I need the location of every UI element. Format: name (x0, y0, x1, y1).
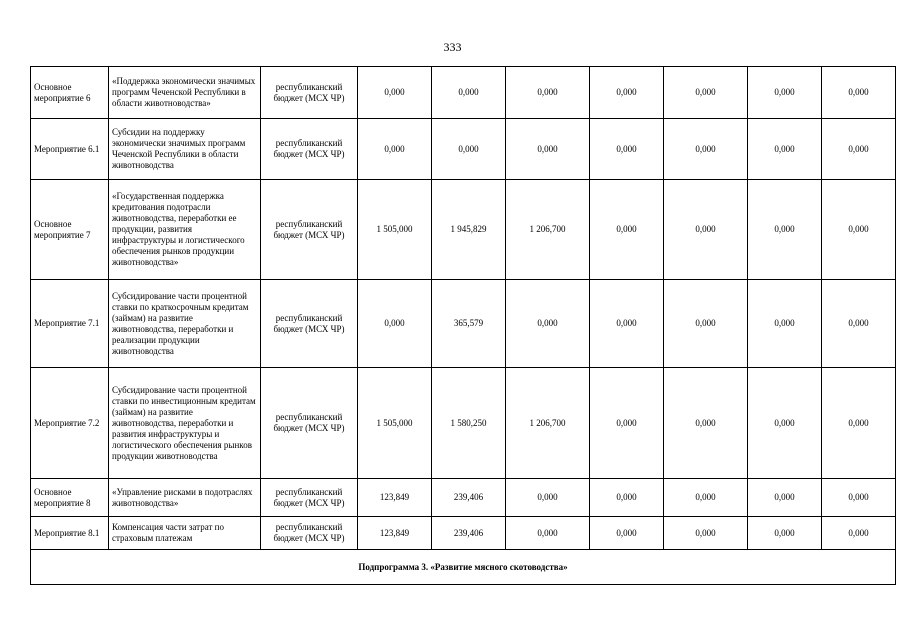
event-code: Основное мероприятие 6 (31, 67, 109, 119)
amount-cell: 0,000 (664, 517, 748, 550)
funding-source: республиканский бюджет (МСХ ЧР) (261, 67, 358, 119)
amount-cell: 0,000 (822, 180, 896, 280)
event-name: Субсидирование части процентной ставки по краткосрочным кредитам (займам) на развитие животноводства, переработки и реализации продукции животноводства (109, 280, 261, 368)
amount-cell: 0,000 (432, 67, 506, 119)
subprogram-row (31, 550, 896, 585)
amount-cell: 0,000 (664, 368, 748, 479)
event-code: Мероприятие 7.2 (31, 368, 109, 479)
amount-cell: 0,000 (748, 280, 822, 368)
amount-cell: 0,000 (358, 280, 432, 368)
table-row (31, 280, 896, 368)
amount-cell: 0,000 (748, 67, 822, 119)
event-code: Основное мероприятие 8 (31, 479, 109, 517)
subprogram-title: Подпрограмма 3. «Развитие мясного скотоводства» (31, 550, 896, 585)
amount-cell: 0,000 (590, 180, 664, 280)
event-code: Мероприятие 7.1 (31, 280, 109, 368)
page-number: 333 (443, 40, 462, 54)
event-code: Мероприятие 8.1 (31, 517, 109, 550)
amount-cell: 1 580,250 (432, 368, 506, 479)
amount-cell: 0,000 (748, 368, 822, 479)
amount-cell: 0,000 (590, 479, 664, 517)
table-row (31, 119, 896, 180)
amount-cell: 0,000 (590, 517, 664, 550)
amount-cell: 0,000 (590, 67, 664, 119)
amount-cell: 0,000 (590, 280, 664, 368)
amount-cell: 0,000 (506, 479, 590, 517)
amount-cell: 239,406 (432, 517, 506, 550)
amount-cell: 0,000 (664, 67, 748, 119)
event-name: Компенсация части затрат по страховым платежам (109, 517, 261, 550)
funding-source: республиканский бюджет (МСХ ЧР) (261, 180, 358, 280)
funding-source: республиканский бюджет (МСХ ЧР) (261, 368, 358, 479)
event-name: Субсидии на поддержку экономически значимых программ Чеченской Республики в области животноводства (109, 119, 261, 180)
budget-table (30, 66, 896, 585)
event-name: «Государственная поддержка кредитования подотрасли животноводства, переработки ее продукции, развития инфраструктуры и логистического обеспечения рынков продукции животноводства» (109, 180, 261, 280)
amount-cell: 0,000 (590, 119, 664, 180)
amount-cell: 0,000 (358, 119, 432, 180)
amount-cell: 1 206,700 (506, 180, 590, 280)
event-name: Субсидирование части процентной ставки по инвестиционным кредитам (займам) на развитие животноводства, переработки и развития инфраструктуры и логистического обеспечения рынков продукции животноводства (109, 368, 261, 479)
amount-cell: 123,849 (358, 517, 432, 550)
amount-cell: 0,000 (822, 67, 896, 119)
amount-cell: 0,000 (748, 119, 822, 180)
amount-cell: 123,849 (358, 479, 432, 517)
amount-cell: 0,000 (822, 119, 896, 180)
amount-cell: 0,000 (748, 479, 822, 517)
amount-cell: 0,000 (664, 479, 748, 517)
funding-source: республиканский бюджет (МСХ ЧР) (261, 280, 358, 368)
amount-cell: 0,000 (748, 517, 822, 550)
amount-cell: 1 206,700 (506, 368, 590, 479)
amount-cell: 0,000 (822, 517, 896, 550)
funding-source: республиканский бюджет (МСХ ЧР) (261, 119, 358, 180)
amount-cell: 0,000 (432, 119, 506, 180)
table-row (31, 368, 896, 479)
amount-cell: 0,000 (822, 368, 896, 479)
amount-cell: 0,000 (664, 180, 748, 280)
amount-cell: 0,000 (664, 119, 748, 180)
amount-cell: 0,000 (748, 180, 822, 280)
event-code: Мероприятие 6.1 (31, 119, 109, 180)
amount-cell: 0,000 (506, 119, 590, 180)
event-name: «Поддержка экономически значимых программ Чеченской Республики в области животноводства» (109, 67, 261, 119)
event-name: «Управление рисками в подотраслях животноводства» (109, 479, 261, 517)
amount-cell: 1 945,829 (432, 180, 506, 280)
amount-cell: 1 505,000 (358, 180, 432, 280)
table-row (31, 180, 896, 280)
amount-cell: 0,000 (506, 67, 590, 119)
table-row (31, 479, 896, 517)
event-code: Основное мероприятие 7 (31, 180, 109, 280)
amount-cell: 0,000 (822, 280, 896, 368)
amount-cell: 239,406 (432, 479, 506, 517)
table-row (31, 67, 896, 119)
amount-cell: 1 505,000 (358, 368, 432, 479)
table-row (31, 517, 896, 550)
funding-source: республиканский бюджет (МСХ ЧР) (261, 479, 358, 517)
amount-cell: 0,000 (664, 280, 748, 368)
amount-cell: 0,000 (506, 517, 590, 550)
amount-cell: 0,000 (506, 280, 590, 368)
amount-cell: 365,579 (432, 280, 506, 368)
amount-cell: 0,000 (822, 479, 896, 517)
funding-source: республиканский бюджет (МСХ ЧР) (261, 517, 358, 550)
amount-cell: 0,000 (358, 67, 432, 119)
amount-cell: 0,000 (590, 368, 664, 479)
